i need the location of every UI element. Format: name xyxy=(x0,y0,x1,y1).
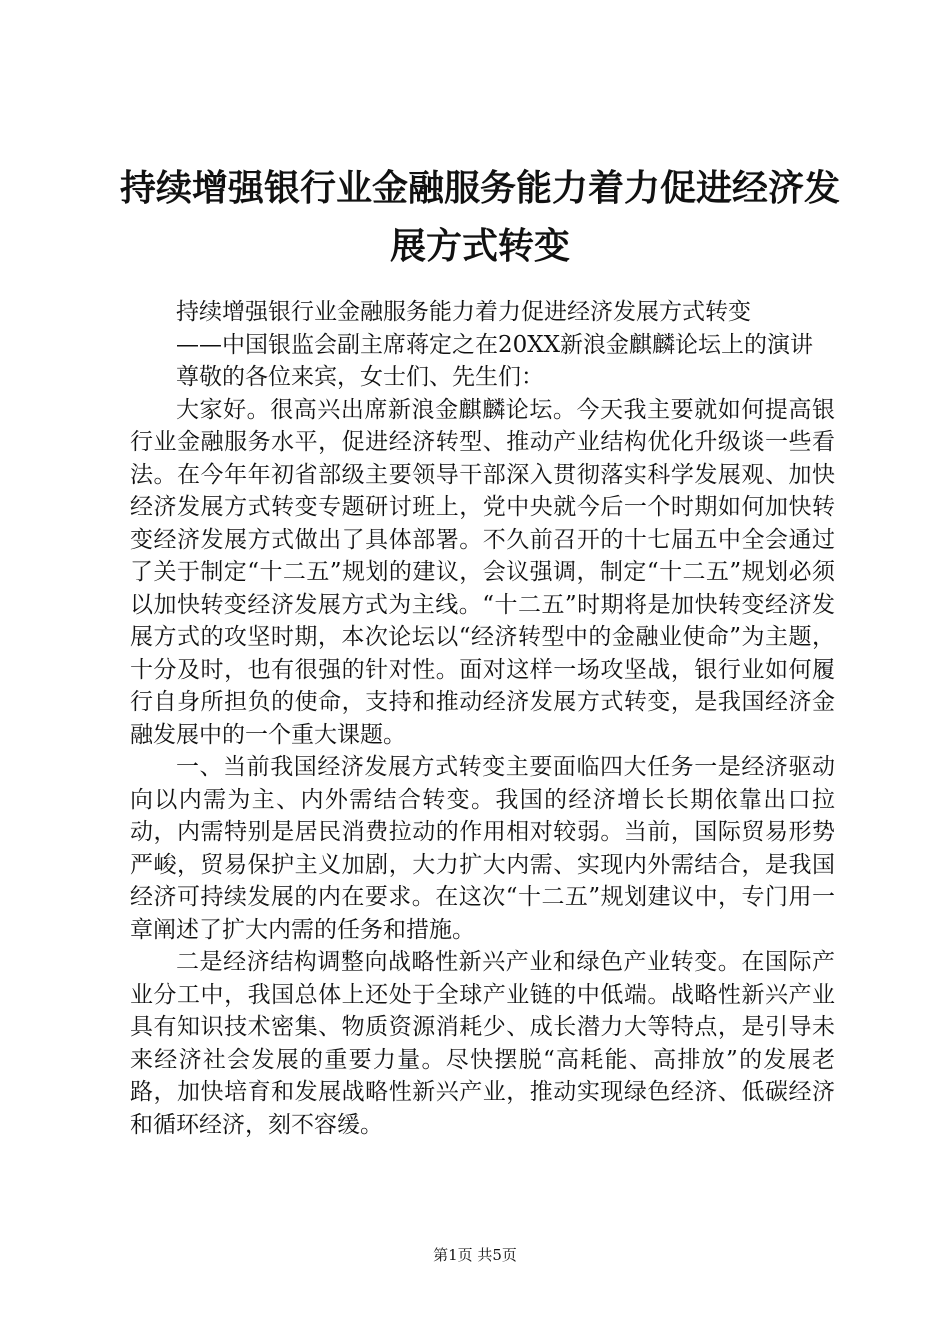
speech-attribution: ——中国银监会副主席蒋定之在20XX新浪金麒麟论坛上的演讲 xyxy=(176,331,814,358)
subtitle-line: 持续增强银行业金融服务能力着力促进经济发展方式转变 xyxy=(176,299,751,325)
body-paragraph: 一、当前我国经济发展方式转变主要面临四大任务一是经济驱动向以内需为主、内外需结合转变。我国的经济增长长期依靠出口拉动，内需特别是居民消费拉动的作用相对较弱。当前，国际贸易形势严峻，贸易保护主义加剧，大力扩大内需、实现内外需结合，是我国经济可持续发展的内在要求。在这次“十二五”规划建议中，专门用一章阐述了扩大内需的任务和措施。 xyxy=(130,754,835,943)
salutation: 尊敬的各位来宾，女士们、先生们： xyxy=(176,364,544,390)
document-body xyxy=(130,296,835,1141)
body-paragraph: 大家好。很高兴出席新浪金麒麟论坛。今天我主要就如何提高银行业金融服务水平，促进经济转型、推动产业结构优化升级谈一些看法。在今年年初省部级主要领导干部深入贯彻落实科学发展观、加快经济发展方式转变专题研讨班上，党中央就今后一个时期如何加快转变经济发展方式做出了具体部署。不久前召开的十七届五中全会通过了关于制定“十二五”规划的建议，会议强调，制定“十二五”规划必须以加快转变经济发展方式为主线。“十二五”时期将是加快转变经济发展方式的攻坚时期，本次论坛以“经济转型中的金融业使命”为主题，十分及时，也有很强的针对性。面对这样一场攻坚战，银行业如何履行自身所担负的使命，支持和推动经济发展方式转变，是我国经济金融发展中的一个重大课题。 xyxy=(130,396,835,748)
page-number: 第1页 共5页 xyxy=(433,1246,517,1264)
document-title: 持续增强银行业金融服务能力着力促进经济发展方式转变 xyxy=(119,168,840,267)
body-paragraph: 二是经济结构调整向战略性新兴产业和绿色产业转变。在国际产业分工中，我国总体上还处于全球产业链的中低端。战略性新兴产业具有知识技术密集、物质资源消耗少、成长潜力大等特点，是引导未来经济社会发展的重要力量。尽快摆脱“高耗能、高排放”的发展老路，加快培育和发展战略性新兴产业，推动实现绿色经济、低碳经济和循环经济，刻不容缓。 xyxy=(130,949,835,1138)
